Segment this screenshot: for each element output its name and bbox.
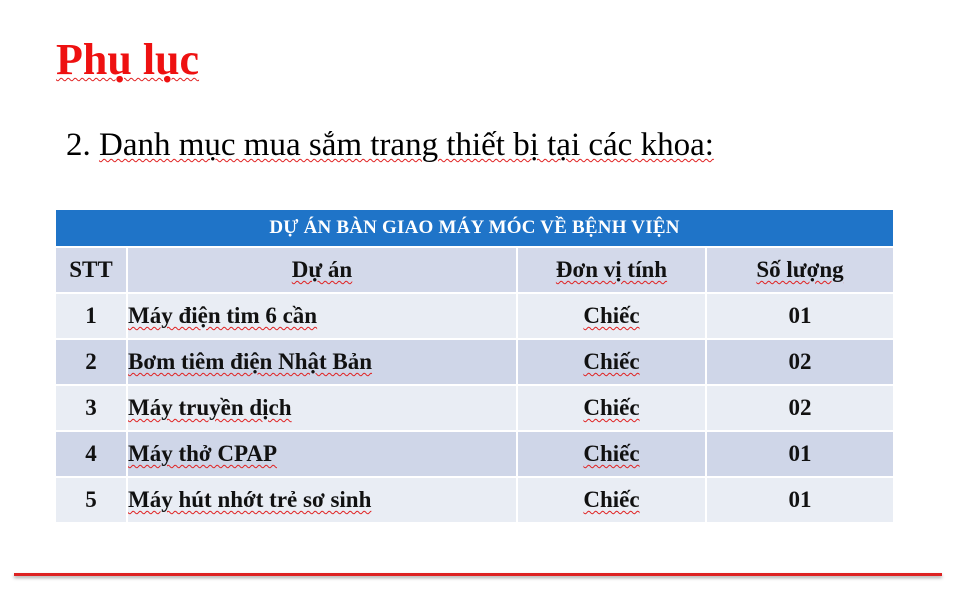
cell-name	[127, 339, 517, 385]
table-banner-row	[55, 209, 894, 247]
cell-qty: 02	[706, 385, 894, 431]
cell-stt: 4	[55, 431, 127, 477]
table-row	[55, 339, 894, 385]
cell-unit	[517, 477, 706, 523]
cell-unit-text: Chiếc	[583, 487, 640, 512]
cell-unit	[517, 385, 706, 431]
cell-name	[127, 477, 517, 523]
cell-qty: 02	[706, 339, 894, 385]
cell-unit-text: Chiếc	[583, 395, 640, 420]
cell-name	[127, 385, 517, 431]
table-header-row	[55, 247, 894, 293]
header-quantity	[706, 247, 894, 293]
table-row	[55, 385, 894, 431]
cell-stt: 3	[55, 385, 127, 431]
subtitle-number: 2.	[66, 127, 91, 163]
header-project-label: Dự án	[291, 257, 353, 282]
table-row	[55, 293, 894, 339]
header-unit-label: Đơn vị tính	[555, 257, 668, 282]
cell-unit	[517, 293, 706, 339]
cell-qty: 01	[706, 477, 894, 523]
table-row	[55, 477, 894, 523]
cell-stt: 5	[55, 477, 127, 523]
header-project	[127, 247, 517, 293]
subtitle-text: Danh mục mua sắm trang thiết bị tại các khoa:	[99, 127, 714, 163]
cell-qty: 01	[706, 431, 894, 477]
cell-name	[127, 431, 517, 477]
cell-name	[127, 293, 517, 339]
slide-title: Phụ lục	[56, 35, 200, 84]
cell-name-text: Máy điện tim 6 cần	[128, 303, 318, 328]
cell-unit-text: Chiếc	[583, 441, 640, 466]
cell-stt: 1	[55, 293, 127, 339]
table-row	[55, 431, 894, 477]
cell-unit	[517, 339, 706, 385]
header-quantity-label: Số lượng	[756, 257, 844, 282]
cell-name-text: Máy thở CPAP	[128, 441, 278, 466]
footer-divider	[14, 573, 942, 576]
cell-unit-text: Chiếc	[583, 349, 640, 374]
cell-unit	[517, 431, 706, 477]
cell-name-text: Bơm tiêm điện Nhật Bản	[128, 349, 373, 374]
equipment-table	[54, 208, 895, 524]
cell-name-text: Máy truyền dịch	[128, 395, 292, 420]
header-unit	[517, 247, 706, 293]
table-banner: DỰ ÁN BÀN GIAO MÁY MÓC VỀ BỆNH VIỆN	[55, 209, 894, 247]
slide-subtitle	[66, 122, 714, 168]
cell-qty: 01	[706, 293, 894, 339]
cell-name-text: Máy hút nhớt trẻ sơ sinh	[128, 487, 372, 512]
cell-stt: 2	[55, 339, 127, 385]
cell-unit-text: Chiếc	[583, 303, 640, 328]
header-stt: STT	[55, 247, 127, 293]
